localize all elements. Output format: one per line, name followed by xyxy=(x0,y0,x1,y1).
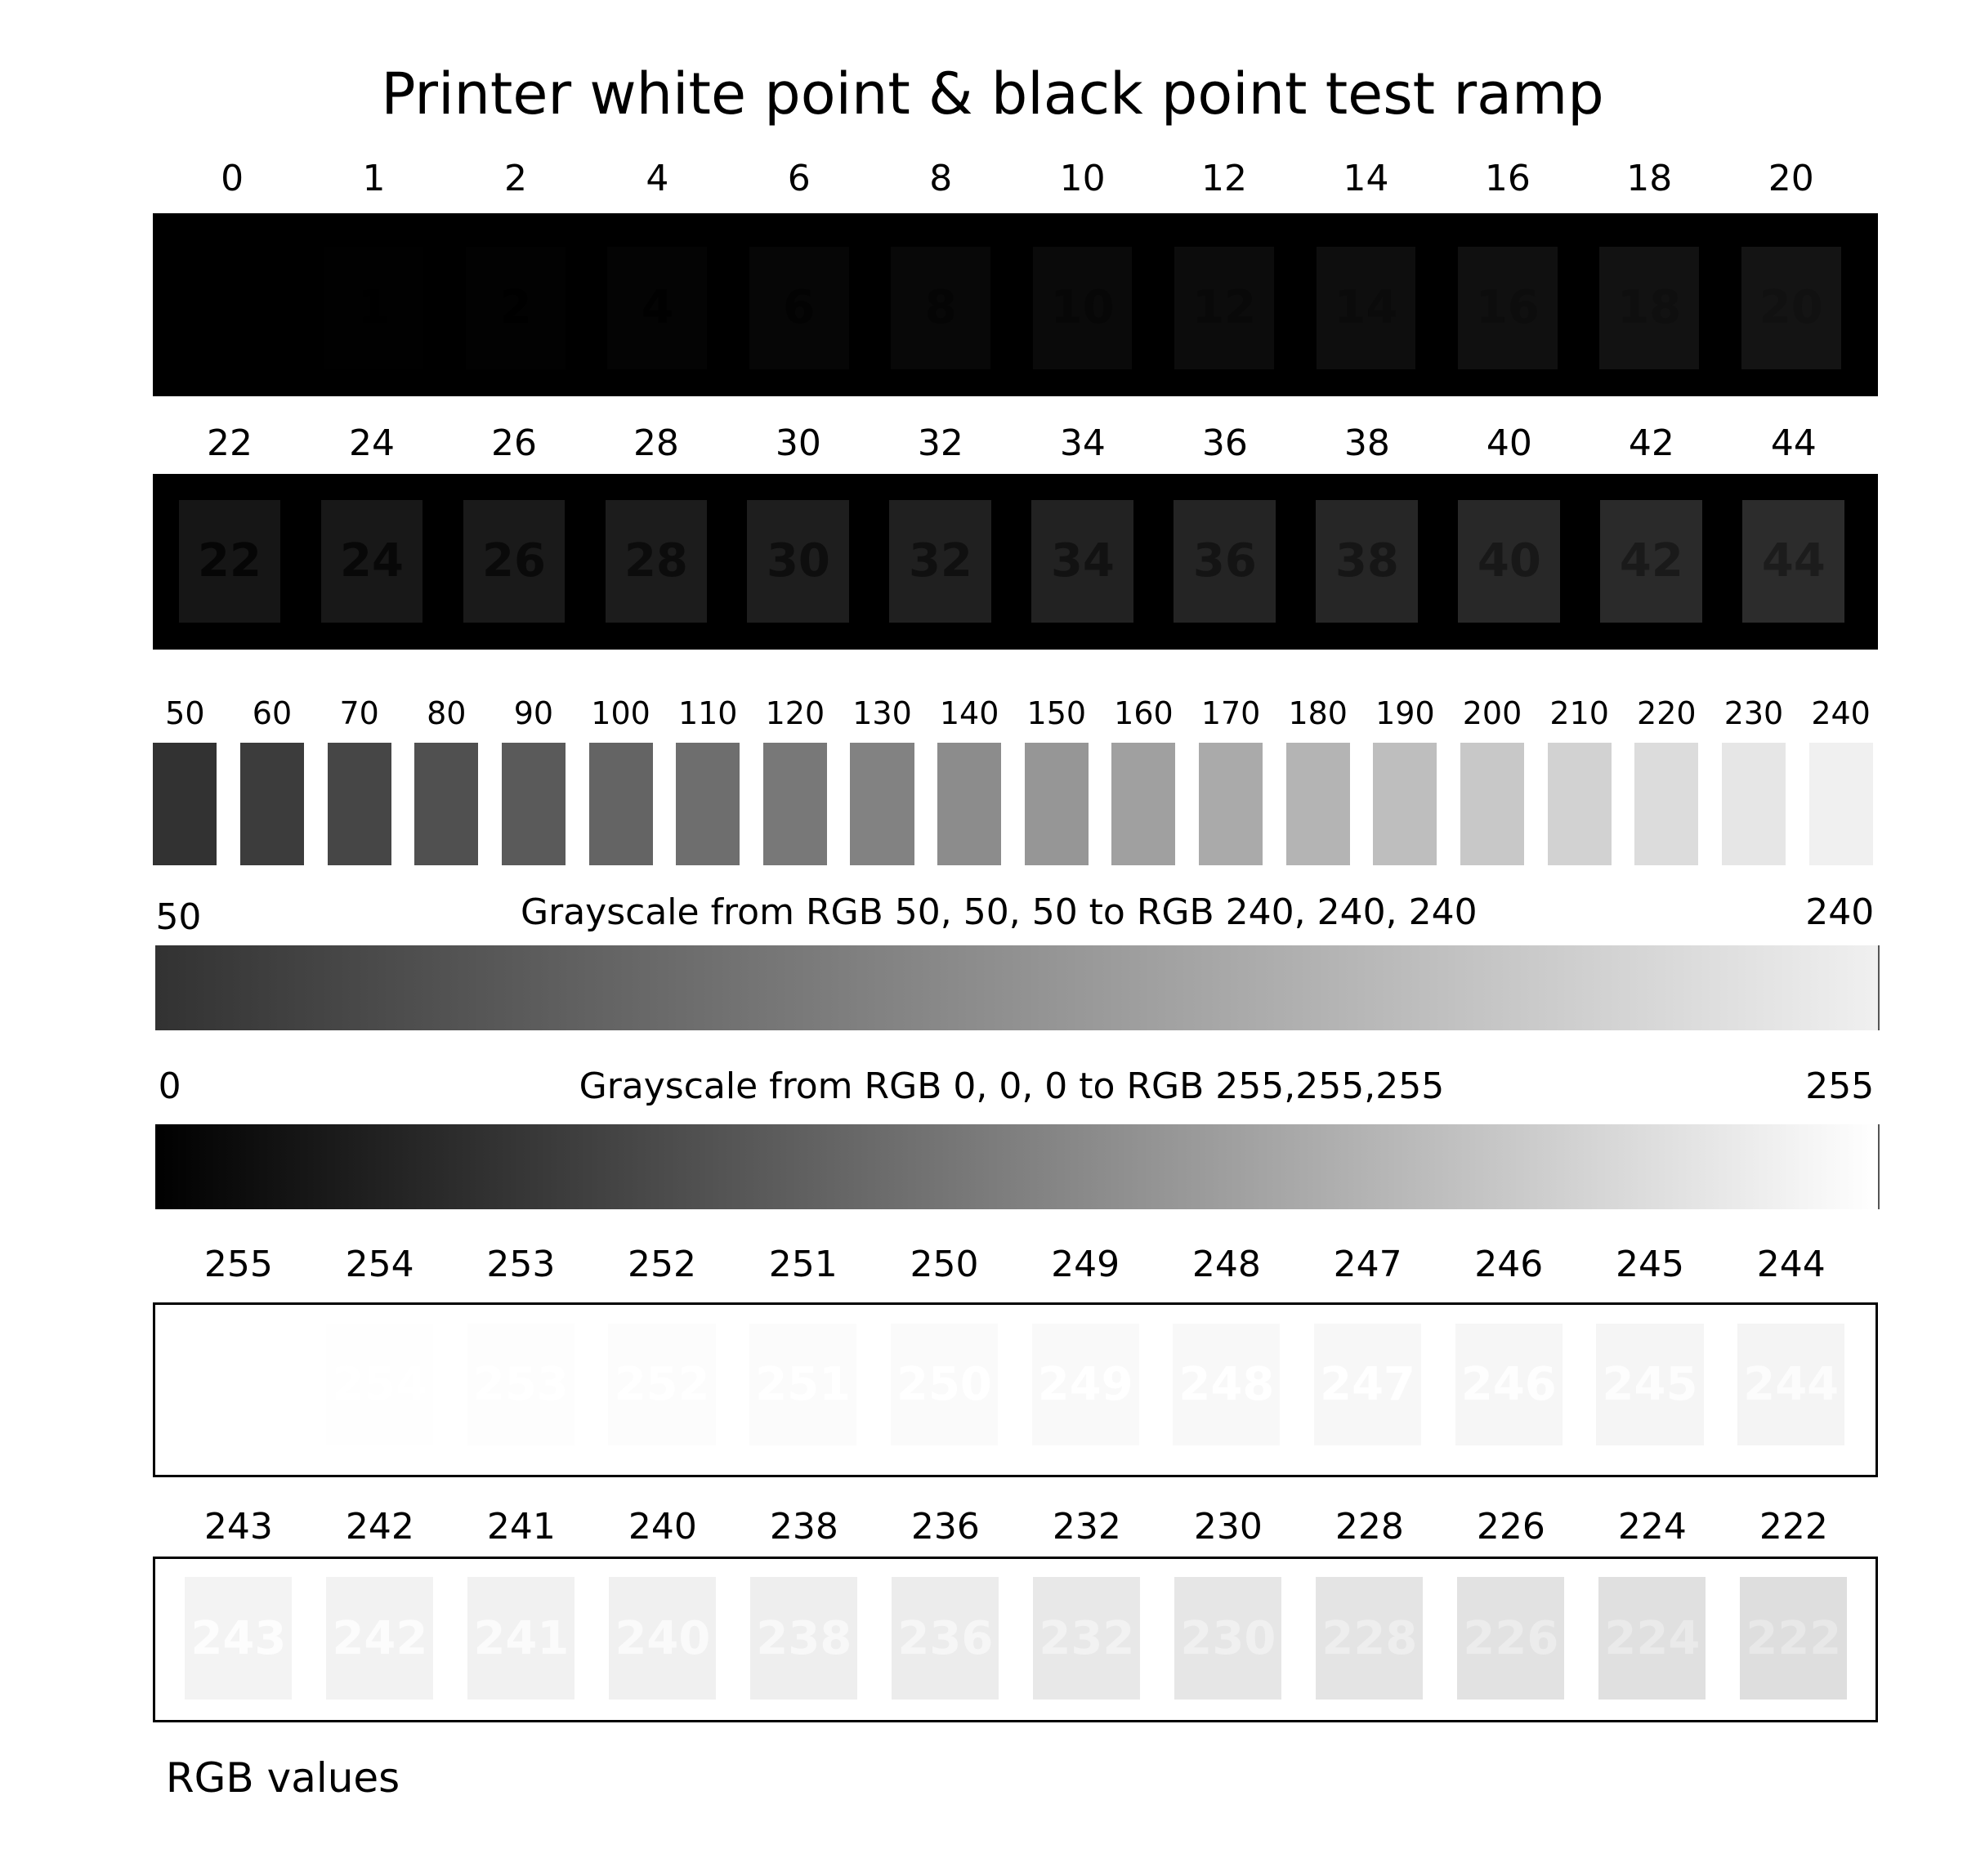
gray-swatch xyxy=(1596,1324,1703,1445)
swatch-value-label: 32 xyxy=(917,422,963,464)
gray-swatch xyxy=(326,1577,433,1700)
swatch-value-label: 253 xyxy=(486,1244,556,1286)
swatch-number: 4 xyxy=(641,281,673,335)
swatch-value-label: 241 xyxy=(486,1506,556,1548)
swatch-number: 238 xyxy=(756,1611,852,1665)
swatch-number: 251 xyxy=(755,1358,852,1412)
swatch-value-label: 160 xyxy=(1114,695,1174,731)
swatch-number: 18 xyxy=(1617,281,1682,335)
gray-swatch xyxy=(321,500,423,623)
swatch-value-label: 236 xyxy=(910,1506,980,1548)
swatch-value-label: 232 xyxy=(1052,1506,1121,1548)
swatch-value-label: 40 xyxy=(1486,422,1532,464)
gray-swatch xyxy=(1737,1324,1844,1445)
gradient-2-start-label: 0 xyxy=(158,1065,181,1107)
gradient-2-end-label: 255 xyxy=(1805,1065,1875,1107)
swatch-number: 1 xyxy=(358,281,390,335)
gray-swatch xyxy=(467,1577,574,1700)
swatch-value-label: 2 xyxy=(503,158,527,200)
gray-swatch xyxy=(1316,500,1418,623)
gradient-2-caption: Grayscale from RGB 0, 0, 0 to RGB 255,255,255 xyxy=(579,1065,1445,1107)
swatch-number: 249 xyxy=(1037,1358,1133,1412)
swatch-value-label: 44 xyxy=(1770,422,1817,464)
swatch-value-label: 24 xyxy=(348,422,395,464)
swatch-value-label: 240 xyxy=(1811,695,1871,731)
gray-swatch xyxy=(1740,1577,1847,1700)
swatch-value-label: 110 xyxy=(677,695,738,731)
gray-swatch xyxy=(891,247,990,369)
swatch-number: 16 xyxy=(1475,281,1540,335)
swatch-value-label: 254 xyxy=(345,1244,414,1286)
swatch-value-label: 14 xyxy=(1343,158,1389,200)
swatch-number: 222 xyxy=(1746,1611,1842,1665)
swatch-value-label: 4 xyxy=(646,158,669,200)
swatch-value-label: 224 xyxy=(1617,1506,1687,1548)
swatch-value-label: 249 xyxy=(1051,1244,1120,1286)
swatch-number: 6 xyxy=(783,281,816,335)
gray-swatch xyxy=(937,743,1001,865)
swatch-value-label: 230 xyxy=(1193,1506,1263,1548)
swatch-number: 34 xyxy=(1050,534,1115,588)
gray-swatch xyxy=(607,247,707,369)
gray-swatch xyxy=(326,1324,433,1445)
swatch-value-label: 30 xyxy=(775,422,821,464)
swatch-value-label: 34 xyxy=(1059,422,1106,464)
gray-swatch xyxy=(1809,743,1873,865)
gray-swatch xyxy=(1634,743,1698,865)
swatch-value-label: 243 xyxy=(203,1506,273,1548)
swatch-value-label: 230 xyxy=(1723,695,1784,731)
swatch-value-label: 90 xyxy=(513,695,554,731)
gray-swatch xyxy=(1174,1577,1281,1700)
swatch-number: 2 xyxy=(499,281,532,335)
gray-swatch xyxy=(179,500,281,623)
swatch-number: 30 xyxy=(766,534,830,588)
swatch-number: 241 xyxy=(473,1611,570,1665)
swatch-value-label: 251 xyxy=(768,1244,838,1286)
swatch-value-label: 244 xyxy=(1756,1244,1826,1286)
swatch-value-label: 245 xyxy=(1616,1244,1684,1286)
swatch-value-label: 20 xyxy=(1768,158,1814,200)
swatch-number: 247 xyxy=(1320,1358,1416,1412)
swatch-number: 0 xyxy=(216,281,248,335)
gradient-1-caption: Grayscale from RGB 50, 50, 50 to RGB 240, 240, 240 xyxy=(521,891,1478,933)
gray-swatch xyxy=(1458,500,1560,623)
gray-swatch xyxy=(185,1577,292,1700)
swatch-value-label: 8 xyxy=(929,158,953,200)
gray-swatch xyxy=(747,500,849,623)
gray-swatch xyxy=(589,743,653,865)
swatch-value-label: 12 xyxy=(1201,158,1248,200)
gray-swatch xyxy=(1025,743,1089,865)
gray-swatch xyxy=(1458,247,1558,369)
gray-swatch xyxy=(502,743,566,865)
swatch-number: 26 xyxy=(481,534,546,588)
gradient-1-start-label: 50 xyxy=(155,896,202,939)
swatch-number: 22 xyxy=(198,534,262,588)
swatch-number: 38 xyxy=(1335,534,1399,588)
gray-swatch xyxy=(414,743,478,865)
gray-swatch xyxy=(749,1324,856,1445)
gray-swatch xyxy=(850,743,914,865)
swatch-value-label: 6 xyxy=(787,158,811,200)
swatch-value-label: 226 xyxy=(1476,1506,1545,1548)
gray-swatch xyxy=(1548,743,1612,865)
swatch-number: 36 xyxy=(1192,534,1257,588)
gradient-1-end-label: 240 xyxy=(1805,891,1875,933)
swatch-value-label: 36 xyxy=(1201,422,1248,464)
swatch-number: 252 xyxy=(614,1358,710,1412)
swatch-value-label: 130 xyxy=(852,695,912,731)
swatch-value-label: 26 xyxy=(490,422,537,464)
gray-swatch xyxy=(750,1577,857,1700)
swatch-value-label: 238 xyxy=(769,1506,838,1548)
swatch-number: 40 xyxy=(1477,534,1541,588)
gray-swatch xyxy=(1316,1577,1423,1700)
gray-swatch xyxy=(185,1324,292,1445)
swatch-value-label: 38 xyxy=(1343,422,1390,464)
gray-swatch xyxy=(1455,1324,1563,1445)
swatch-value-label: 210 xyxy=(1549,695,1609,731)
swatch-number: 244 xyxy=(1743,1358,1840,1412)
swatch-number: 248 xyxy=(1178,1358,1275,1412)
gray-swatch xyxy=(609,1577,716,1700)
gray-swatch xyxy=(1174,247,1274,369)
swatch-value-label: 42 xyxy=(1628,422,1674,464)
swatch-number: 8 xyxy=(924,281,957,335)
gray-swatch xyxy=(467,1324,574,1445)
swatch-number: 14 xyxy=(1334,281,1398,335)
swatch-value-label: 228 xyxy=(1335,1506,1404,1548)
swatch-number: 228 xyxy=(1321,1611,1418,1665)
swatch-number: 232 xyxy=(1039,1611,1135,1665)
swatch-number: 236 xyxy=(897,1611,994,1665)
gray-swatch xyxy=(1033,247,1133,369)
gray-swatch xyxy=(1460,743,1524,865)
gray-swatch xyxy=(1742,500,1844,623)
gray-swatch xyxy=(1314,1324,1421,1445)
swatch-number: 242 xyxy=(332,1611,428,1665)
gray-swatch xyxy=(606,500,708,623)
swatch-value-label: 180 xyxy=(1288,695,1348,731)
swatch-value-label: 255 xyxy=(203,1244,273,1286)
swatch-number: 255 xyxy=(190,1358,287,1412)
swatch-value-label: 242 xyxy=(345,1506,414,1548)
gray-swatch xyxy=(891,1324,998,1445)
swatch-value-label: 150 xyxy=(1026,695,1087,731)
gray-swatch xyxy=(1600,500,1702,623)
swatch-value-label: 60 xyxy=(252,695,293,731)
swatch-number: 253 xyxy=(472,1358,569,1412)
swatch-number: 12 xyxy=(1192,281,1256,335)
swatch-value-label: 0 xyxy=(221,158,244,200)
gray-swatch xyxy=(1598,1577,1706,1700)
gray-swatch xyxy=(328,743,391,865)
swatch-value-label: 1 xyxy=(362,158,386,200)
gray-swatch xyxy=(889,500,991,623)
gradient-2-bar xyxy=(155,1124,1879,1208)
swatch-value-label: 252 xyxy=(628,1244,697,1286)
swatch-value-label: 140 xyxy=(939,695,999,731)
swatch-number: 246 xyxy=(1460,1358,1557,1412)
gray-swatch xyxy=(153,743,217,865)
swatch-number: 254 xyxy=(332,1358,428,1412)
swatch-value-label: 18 xyxy=(1626,158,1673,200)
gray-swatch xyxy=(1174,500,1276,623)
swatch-number: 226 xyxy=(1463,1611,1559,1665)
swatch-number: 245 xyxy=(1602,1358,1698,1412)
swatch-value-label: 250 xyxy=(910,1244,979,1286)
swatch-number: 250 xyxy=(896,1358,992,1412)
gray-swatch xyxy=(1286,743,1350,865)
gray-swatch xyxy=(1031,500,1133,623)
swatch-value-label: 120 xyxy=(765,695,825,731)
gray-swatch xyxy=(1033,1577,1140,1700)
swatch-number: 32 xyxy=(908,534,972,588)
swatch-value-label: 190 xyxy=(1375,695,1435,731)
swatch-value-label: 80 xyxy=(427,695,467,731)
gray-swatch xyxy=(1599,247,1699,369)
swatch-value-label: 28 xyxy=(633,422,679,464)
gray-swatch xyxy=(892,1577,999,1700)
gradient-1-bar xyxy=(155,945,1879,1030)
gray-swatch xyxy=(1741,247,1841,369)
swatch-value-label: 100 xyxy=(591,695,650,731)
swatch-number: 24 xyxy=(340,534,404,588)
gray-swatch xyxy=(1722,743,1786,865)
swatch-value-label: 70 xyxy=(339,695,379,731)
swatch-number: 224 xyxy=(1604,1611,1701,1665)
gray-swatch xyxy=(1032,1324,1139,1445)
gray-swatch xyxy=(240,743,304,865)
swatch-number: 230 xyxy=(1180,1611,1276,1665)
swatch-value-label: 16 xyxy=(1484,158,1531,200)
swatch-value-label: 22 xyxy=(206,422,253,464)
swatch-value-label: 200 xyxy=(1462,695,1522,731)
gray-swatch xyxy=(1457,1577,1564,1700)
swatch-value-label: 50 xyxy=(165,695,205,731)
gray-swatch xyxy=(608,1324,715,1445)
swatch-number: 10 xyxy=(1050,281,1115,335)
swatch-value-label: 222 xyxy=(1759,1506,1828,1548)
swatch-value-label: 247 xyxy=(1333,1244,1402,1286)
gray-swatch xyxy=(1111,743,1175,865)
swatch-value-label: 248 xyxy=(1191,1244,1261,1286)
gray-swatch xyxy=(1317,247,1416,369)
swatch-number: 42 xyxy=(1619,534,1683,588)
gray-swatch xyxy=(1173,1324,1280,1445)
footer-caption: RGB values xyxy=(165,1753,400,1802)
gray-swatch xyxy=(1373,743,1437,865)
swatch-number: 20 xyxy=(1759,281,1823,335)
gray-swatch xyxy=(676,743,740,865)
swatch-value-label: 170 xyxy=(1200,695,1261,731)
swatch-value-label: 240 xyxy=(628,1506,697,1548)
gray-swatch xyxy=(324,247,424,369)
swatch-number: 44 xyxy=(1761,534,1826,588)
swatch-number: 28 xyxy=(624,534,688,588)
swatch-number: 240 xyxy=(615,1611,711,1665)
swatch-value-label: 246 xyxy=(1474,1244,1544,1286)
swatch-value-label: 10 xyxy=(1059,158,1106,200)
gray-swatch xyxy=(182,247,282,369)
swatch-number: 243 xyxy=(190,1611,287,1665)
gray-swatch xyxy=(749,247,849,369)
gray-swatch xyxy=(1199,743,1263,865)
gray-swatch xyxy=(463,500,566,623)
gray-swatch xyxy=(466,247,566,369)
swatch-value-label: 220 xyxy=(1637,695,1697,731)
gray-swatch xyxy=(763,743,827,865)
page-title: Printer white point & black point test ramp xyxy=(381,60,1604,127)
